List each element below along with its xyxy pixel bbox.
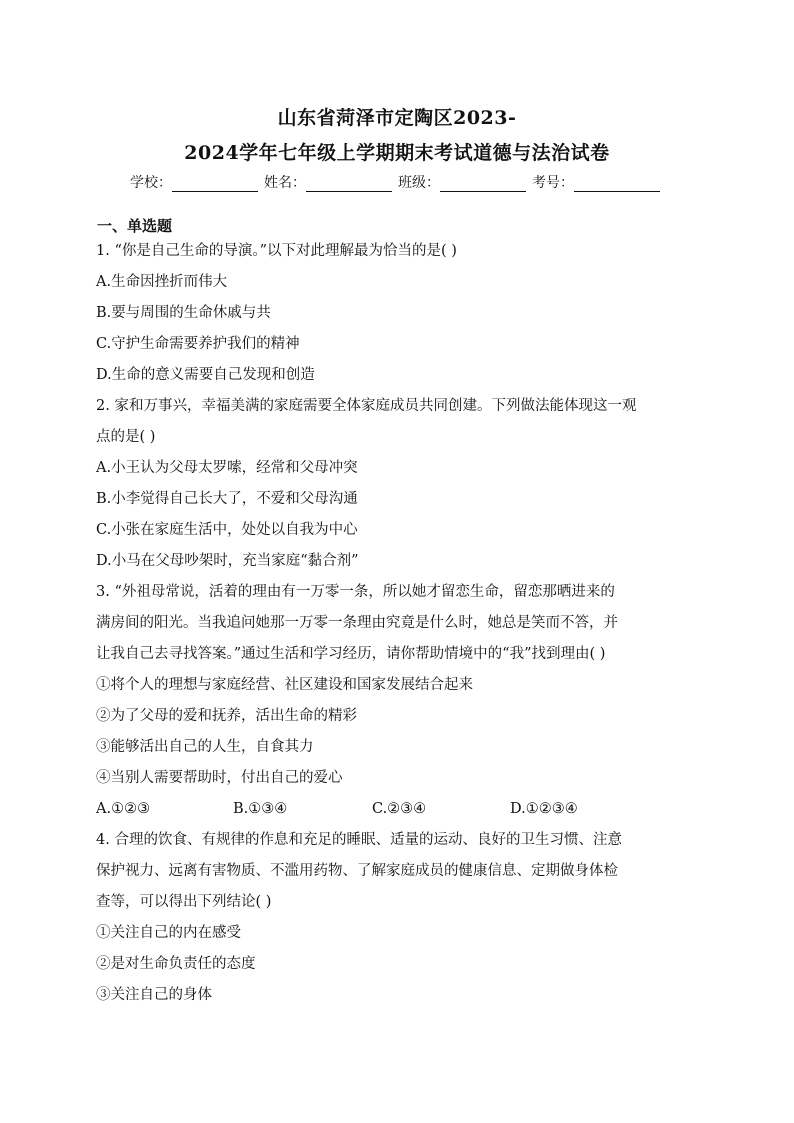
class-field <box>398 172 530 192</box>
exam-number-label: 考号： <box>532 175 574 191</box>
q2-option-c[interactable]: C.小张在家庭生活中，处处以自我为中心 <box>96 522 358 538</box>
q2-stem-line2: 点的是( ) <box>96 429 156 445</box>
q3-item-3: ③能够活出自己的人生，自食其力 <box>96 739 314 755</box>
questions <box>96 236 706 1011</box>
q3-stem-line3: 让我自己去寻找答案。”通过生活和学习经历，请你帮助情境中的“我”找到理由( ) <box>96 646 606 662</box>
q2-option-d[interactable]: D.小马在父母吵架时，充当家庭“黏合剂” <box>96 553 359 569</box>
q1-option-b[interactable]: B.要与周围的生命休戚与共 <box>96 305 271 321</box>
q2-option-a[interactable]: A.小王认为父母太罗嗦，经常和父母冲突 <box>96 460 358 476</box>
name-field <box>264 172 396 192</box>
q3-stem-line2: 满房间的阳光。当我追问她那一万零一条理由究竟是什么时，她总是笑而不答，并 <box>96 615 618 631</box>
q4-stem-line3: 查等，可以得出下列结论( ) <box>96 894 272 910</box>
q4-item-1: ①关注自己的内在感受 <box>96 925 241 941</box>
q4-stem-line2: 保护视力、远离有害物质、不滥用药物、了解家庭成员的健康信息、定期做身体检 <box>96 863 618 879</box>
q4-item-3: ③关注自己的身体 <box>96 987 212 1003</box>
school-label: 学校： <box>130 175 172 191</box>
q2-option-b[interactable]: B.小李觉得自己长大了，不爱和父母沟通 <box>96 491 358 507</box>
q3-item-1: ①将个人的理想与家庭经营、社区建设和国家发展结合起来 <box>96 677 473 693</box>
q3-choice-b[interactable]: B.①③④ <box>233 801 288 817</box>
q1-option-a[interactable]: A.生命因挫折而伟大 <box>96 274 228 290</box>
class-blank[interactable] <box>440 176 526 192</box>
q3-choice-c[interactable]: C.②③④ <box>372 801 427 817</box>
q4-stem-line1: 4. 合理的饮食、有规律的作息和充足的睡眠、适量的运动、良好的卫生习惯、注意 <box>96 832 622 848</box>
school-blank[interactable] <box>172 176 258 192</box>
exam-title-line1: 山东省菏泽市定陶区2023- <box>277 107 517 129</box>
q3-stem-line1: 3. “外祖母常说，活着的理由有一万零一条，所以她才留恋生命，留恋那晒进来的 <box>96 584 615 600</box>
q3-choice-a[interactable]: A.①②③ <box>96 801 151 817</box>
q3-item-2: ②为了父母的爱和抚养，活出生命的精彩 <box>96 708 357 724</box>
q1-option-d[interactable]: D.生命的意义需要自己发现和创造 <box>96 367 315 383</box>
q2-stem-line1: 2. 家和万事兴，幸福美满的家庭需要全体家庭成员共同创建。下列做法能体现这一观 <box>96 398 637 414</box>
class-label: 班级： <box>398 175 440 191</box>
q4-item-2: ②是对生命负责任的态度 <box>96 956 256 972</box>
q3-choices <box>96 794 706 825</box>
exam-number-blank[interactable] <box>574 176 660 192</box>
q1-option-c[interactable]: C.守护生命需要养护我们的精神 <box>96 336 300 352</box>
name-label: 姓名： <box>264 175 306 191</box>
section-title: 一、单选题 <box>97 217 173 235</box>
student-info-row <box>0 172 794 192</box>
exam-title-line2: 2024学年七年级上学期期末考试道德与法治试卷 <box>184 142 610 164</box>
q3-choice-d[interactable]: D.①②③④ <box>510 801 578 817</box>
q1-stem: 1. “你是自己生命的导演。”以下对此理解最为恰当的是( ) <box>96 243 457 259</box>
q3-item-4: ④当别人需要帮助时，付出自己的爱心 <box>96 770 343 786</box>
school-field <box>130 172 262 192</box>
name-blank[interactable] <box>306 176 392 192</box>
exam-number-field <box>532 172 664 192</box>
